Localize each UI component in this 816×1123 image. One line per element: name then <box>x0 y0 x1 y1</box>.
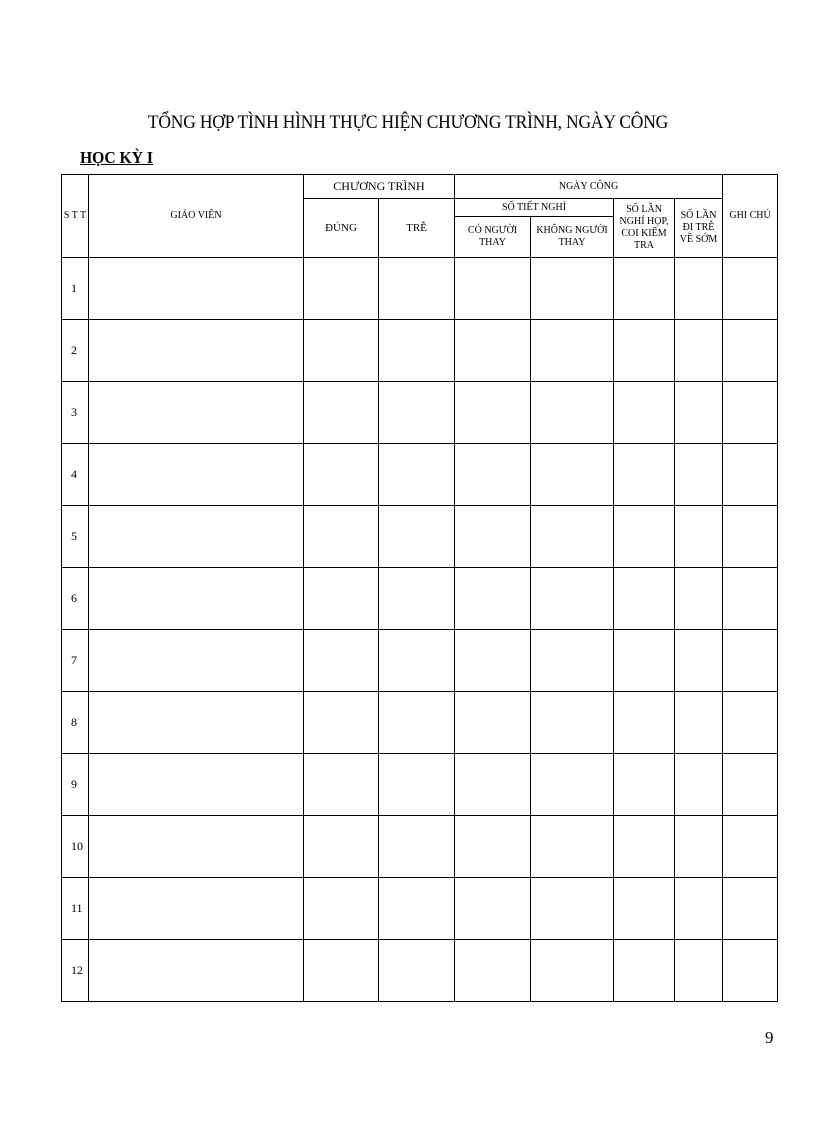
table-cell[interactable] <box>723 258 778 320</box>
table-row <box>62 692 778 754</box>
table-cell[interactable] <box>304 258 379 320</box>
header-so-lan-di-tre: SỐ LẦN ĐI TRỄ VỀ SỚM <box>675 199 723 258</box>
table-cell[interactable] <box>675 382 723 444</box>
table-body <box>62 258 778 1002</box>
table-cell[interactable] <box>89 444 304 506</box>
table-cell[interactable] <box>675 754 723 816</box>
table-cell[interactable] <box>531 382 614 444</box>
table-cell[interactable] <box>531 630 614 692</box>
table-cell[interactable] <box>379 940 455 1002</box>
table-cell[interactable] <box>89 258 304 320</box>
summary-table <box>61 174 778 1002</box>
table-cell[interactable] <box>455 816 531 878</box>
header-so-tiet-nghi: SỐ TIẾT NGHỈ <box>455 199 614 217</box>
table-cell[interactable] <box>455 444 531 506</box>
table-cell[interactable] <box>723 692 778 754</box>
table-cell[interactable] <box>379 444 455 506</box>
table-cell[interactable] <box>614 506 675 568</box>
row-number: 3 <box>62 382 89 444</box>
table-cell[interactable] <box>379 320 455 382</box>
table-cell[interactable] <box>531 754 614 816</box>
table-cell[interactable] <box>723 816 778 878</box>
table-cell[interactable] <box>89 940 304 1002</box>
table-cell[interactable] <box>531 444 614 506</box>
table-cell[interactable] <box>531 568 614 630</box>
header-tre: TRỄ <box>379 199 455 258</box>
table-cell[interactable] <box>89 630 304 692</box>
table-cell[interactable] <box>723 630 778 692</box>
table-cell[interactable] <box>455 630 531 692</box>
table-cell[interactable] <box>455 506 531 568</box>
table-cell[interactable] <box>379 692 455 754</box>
table-cell[interactable] <box>531 940 614 1002</box>
table-row <box>62 506 778 568</box>
table-cell[interactable] <box>675 444 723 506</box>
table-row <box>62 940 778 1002</box>
table-cell[interactable] <box>614 568 675 630</box>
header-stt: S T T <box>62 175 89 258</box>
table-cell[interactable] <box>304 630 379 692</box>
table-row <box>62 320 778 382</box>
table-row <box>62 630 778 692</box>
table-cell[interactable] <box>614 692 675 754</box>
table-cell[interactable] <box>531 258 614 320</box>
table-cell[interactable] <box>723 320 778 382</box>
table-cell[interactable] <box>723 878 778 940</box>
header-so-lan-nghi: SỐ LẦN NGHỈ HỌP, COI KIỂM TRA <box>614 199 675 258</box>
table-cell[interactable] <box>723 754 778 816</box>
table-cell[interactable] <box>614 940 675 1002</box>
header-khong-nguoi-thay: KHÔNG NGƯỜI THAY <box>531 217 614 258</box>
table-row <box>62 878 778 940</box>
table-cell[interactable] <box>614 816 675 878</box>
table-cell[interactable] <box>379 754 455 816</box>
table-cell[interactable] <box>723 568 778 630</box>
table-cell[interactable] <box>89 320 304 382</box>
row-number: 2 <box>62 320 89 382</box>
table-cell[interactable] <box>614 878 675 940</box>
table-cell[interactable] <box>675 258 723 320</box>
semester-heading: HỌC KỲ I <box>80 148 153 167</box>
table-cell[interactable] <box>304 568 379 630</box>
table-cell[interactable] <box>89 816 304 878</box>
row-number: 9 <box>62 754 89 816</box>
table-cell[interactable] <box>379 258 455 320</box>
table-cell[interactable] <box>304 754 379 816</box>
header-giao-vien: GIÁO VIÊN <box>89 175 304 258</box>
row-number: 10 <box>62 816 89 878</box>
row-number: 8 <box>62 692 89 754</box>
table-cell[interactable] <box>531 320 614 382</box>
table-cell[interactable] <box>89 692 304 754</box>
header-dung: ĐÚNG <box>304 199 379 258</box>
table-cell[interactable] <box>379 506 455 568</box>
table-cell[interactable] <box>89 754 304 816</box>
row-number: 4 <box>62 444 89 506</box>
table-cell[interactable] <box>379 630 455 692</box>
table-cell[interactable] <box>675 568 723 630</box>
table-row <box>62 258 778 320</box>
table-cell[interactable] <box>723 940 778 1002</box>
table-cell[interactable] <box>455 382 531 444</box>
table-cell[interactable] <box>723 444 778 506</box>
table-cell[interactable] <box>531 692 614 754</box>
table-row <box>62 568 778 630</box>
table-cell[interactable] <box>531 816 614 878</box>
table-cell[interactable] <box>89 878 304 940</box>
table-cell[interactable] <box>723 382 778 444</box>
table-cell[interactable] <box>89 382 304 444</box>
table-cell[interactable] <box>455 878 531 940</box>
row-number: 12 <box>62 940 89 1002</box>
table-cell[interactable] <box>614 320 675 382</box>
table-cell[interactable] <box>531 506 614 568</box>
table-cell[interactable] <box>675 506 723 568</box>
table-cell[interactable] <box>675 630 723 692</box>
row-number: 5 <box>62 506 89 568</box>
table-row <box>62 816 778 878</box>
table-cell[interactable] <box>455 692 531 754</box>
table-cell[interactable] <box>304 878 379 940</box>
row-number: 1 <box>62 258 89 320</box>
header-co-nguoi-thay: CÓ NGƯỜI THAY <box>455 217 531 258</box>
table-cell[interactable] <box>675 878 723 940</box>
table-cell[interactable] <box>531 878 614 940</box>
table-cell[interactable] <box>675 940 723 1002</box>
table-cell[interactable] <box>304 692 379 754</box>
table-cell[interactable] <box>614 630 675 692</box>
table-cell[interactable] <box>675 692 723 754</box>
table-cell[interactable] <box>614 258 675 320</box>
document-title: TỔNG HỢP TÌNH HÌNH THỰC HIỆN CHƯƠNG TRÌNH, NGÀY CÔNG <box>147 112 669 133</box>
table-cell[interactable] <box>379 878 455 940</box>
table-cell[interactable] <box>455 258 531 320</box>
table-cell[interactable] <box>89 568 304 630</box>
table-cell[interactable] <box>675 816 723 878</box>
table-cell[interactable] <box>304 320 379 382</box>
table-cell[interactable] <box>304 816 379 878</box>
table-cell[interactable] <box>304 940 379 1002</box>
header-ngay-cong: NGÀY CÔNG <box>455 175 723 199</box>
table-cell[interactable] <box>455 754 531 816</box>
row-number: 11 <box>62 878 89 940</box>
table-cell[interactable] <box>304 506 379 568</box>
table-cell[interactable] <box>723 506 778 568</box>
table-cell[interactable] <box>614 382 675 444</box>
table-cell[interactable] <box>304 444 379 506</box>
header-chuong-trinh: CHƯƠNG TRÌNH <box>304 175 455 199</box>
table-row <box>62 444 778 506</box>
table-cell[interactable] <box>89 506 304 568</box>
table-cell[interactable] <box>379 568 455 630</box>
table-cell[interactable] <box>675 320 723 382</box>
table-row <box>62 754 778 816</box>
header-ghi-chu: GHI CHÚ <box>723 175 778 258</box>
table-row <box>62 382 778 444</box>
table-cell[interactable] <box>614 444 675 506</box>
table-cell[interactable] <box>614 754 675 816</box>
row-number: 6 <box>62 568 89 630</box>
table-cell[interactable] <box>455 940 531 1002</box>
table-cell[interactable] <box>379 382 455 444</box>
page-number: 9 <box>765 1028 774 1047</box>
table-cell[interactable] <box>379 816 455 878</box>
table-cell[interactable] <box>304 382 379 444</box>
row-number: 7 <box>62 630 89 692</box>
table-cell[interactable] <box>455 568 531 630</box>
table-cell[interactable] <box>455 320 531 382</box>
